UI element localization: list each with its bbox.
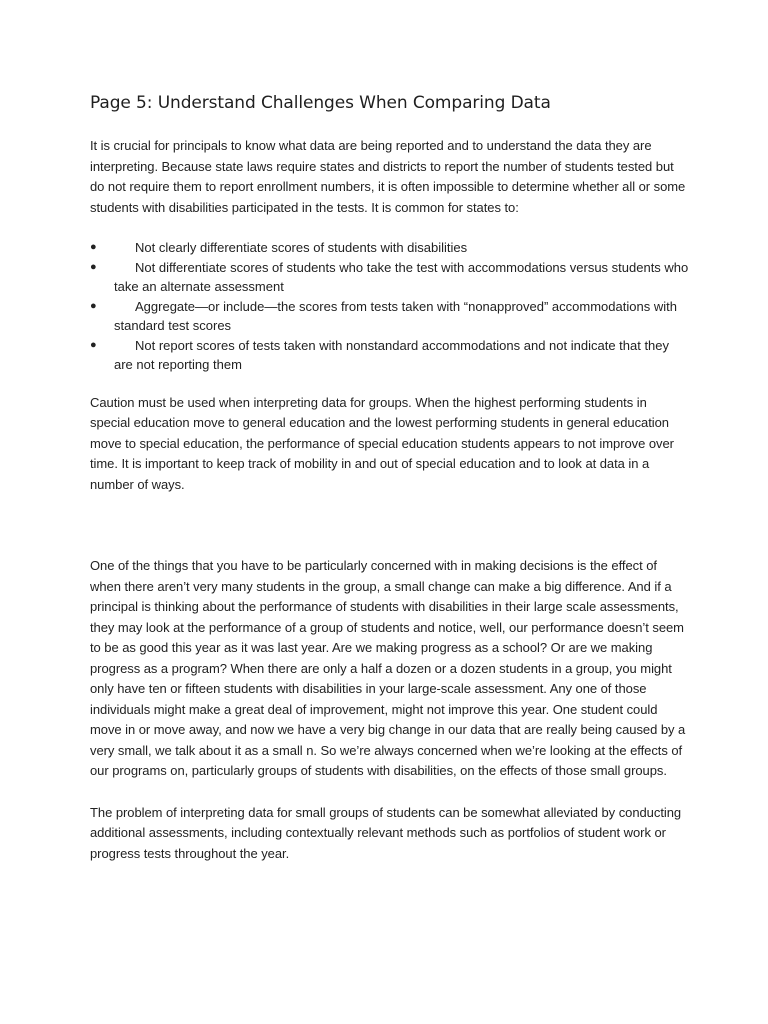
list-item-text: Not clearly differentiate scores of students with disabilities [135, 240, 468, 255]
list-item [90, 336, 690, 375]
bullet-icon: ● [90, 241, 97, 253]
quote-paragraph: One of the things that you have to be particularly concerned with in making decisions is the effect of when there aren’t very many students in the group, a small change can make a big difference. And if a principal is thinking about the performance of students with disabilities in their large scale assessments, they may look at the performance of a group of students and notice, well, our performance doesn’t seem to be as good this year as it was last year. Are we making progress as a school? Or are we making progress as a program? When there are only a half a dozen or a dozen students in a group, you might only have ten or fifteen students with disabilities in your large-scale assessment. Any one of those individuals might make a great deal of improvement, might not improve this year. One student could move in or move away, and now we have a very big change in our data that are really being caused by a very small, we talk about it as a small n. So we’re always concerned when we’re looking at the effects of our programs on, particularly groups of students with disabilities, on the effects of those small groups. [90, 558, 686, 778]
list-item-text: Not differentiate scores of students who take the test with accommodations versus students who take an alternate assessment [114, 259, 689, 294]
closing-paragraph: The problem of interpreting data for small groups of students can be somewhat alleviated by conducting additional assessments, including contextually relevant methods such as portfolios of student work or progress tests throughout the year. [90, 804, 682, 861]
page-title: Page 5: Understand Challenges When Comparing Data [90, 93, 551, 113]
intro-paragraph: It is crucial for principals to know what data are being reported and to understand the data they are interpreting. Because state laws require states and districts to report the number of students tested but do not require them to report enrollment numbers, it is often impossible to determine whether all or some students with disabilities participated in the tests. It is common for states to: [90, 138, 686, 215]
list-item [90, 297, 690, 336]
bullet-list [90, 238, 690, 375]
caution-paragraph: Caution must be used when interpreting data for groups. When the highest performing students in special education move to general education and the lowest performing students in general education move to special education, the performance of special education students appears to not improve over time. It is important to keep track of mobility in and out of special education and to look at data in a number of ways. [90, 394, 674, 492]
bullet-icon: ● [90, 338, 97, 351]
bullet-icon: ● [90, 260, 97, 273]
list-item-text: Not report scores of tests taken with nonstandard accommodations and not indicate that they are not reporting them [114, 337, 670, 372]
list-item [90, 258, 690, 297]
bullet-icon: ● [90, 299, 97, 312]
list-item-text: Aggregate—or include—the scores from tests taken with “nonapproved” accommodations with standard test scores [114, 298, 677, 333]
list-item [90, 238, 690, 258]
